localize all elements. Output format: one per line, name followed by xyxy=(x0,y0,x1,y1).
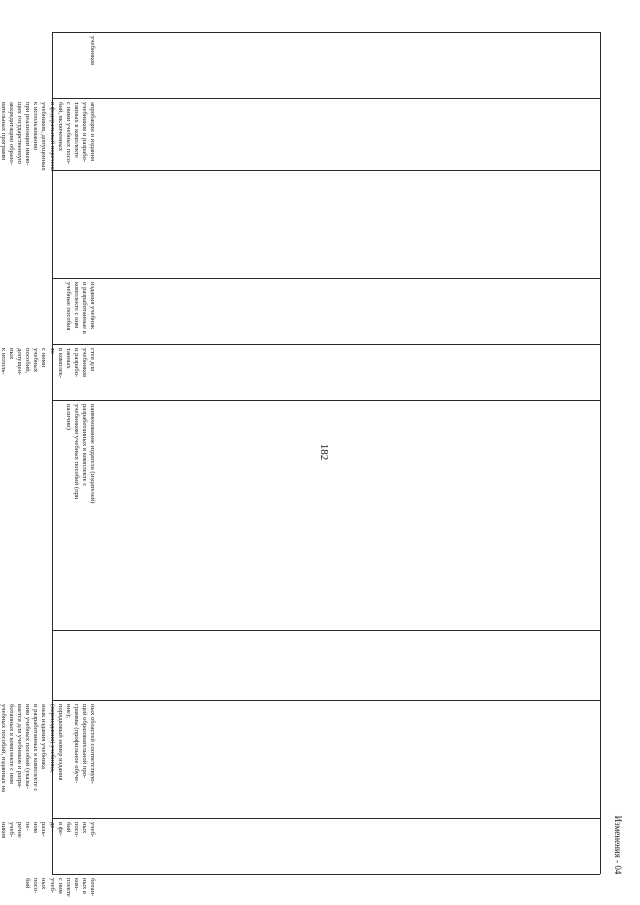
col1-line: ботан- xyxy=(89,878,96,897)
col-sep-5 xyxy=(52,400,600,401)
col6-block xyxy=(64,282,96,334)
cell-col-izdatel xyxy=(64,404,96,503)
col-sep-7 xyxy=(52,700,600,701)
col3-line: вается для учебников и разра- xyxy=(16,704,24,789)
col3-line: ных областей соответствую- xyxy=(89,704,96,784)
col3-line: граммы (профильное обуче- xyxy=(72,704,80,784)
cell-col-oblastei xyxy=(0,704,96,792)
col7-line: с ними учебных посо- xyxy=(64,102,72,165)
col2-line: пе- xyxy=(24,822,32,831)
col6-line: издания учебник xyxy=(89,282,96,330)
col5-line: и разрабо- xyxy=(72,348,80,378)
col1-line: ных xyxy=(40,878,48,890)
col2-line: ном xyxy=(32,822,40,833)
table-border-bottom xyxy=(52,874,600,875)
col6-line: учебные пособия xyxy=(64,282,72,331)
col5-line: учебных xyxy=(32,348,40,373)
footer-revision: Изменения - 04 xyxy=(613,815,623,875)
col3-line: и разработанных в комплекте с xyxy=(32,704,40,792)
col3-line: язык издания учебника xyxy=(40,704,48,769)
col5-line: те xyxy=(48,348,56,354)
cell-col-izdaniya xyxy=(64,282,96,334)
col-sep-1 xyxy=(52,98,600,99)
col2-line: ников xyxy=(0,822,7,839)
col-sep-3 xyxy=(52,278,600,279)
col1-line: ком- xyxy=(72,878,80,891)
cell-col-ucheb xyxy=(0,102,96,171)
col3-line: ботанных в комплекте с ним xyxy=(8,704,16,784)
col-sep-6 xyxy=(52,630,600,631)
col2-line: в фе- xyxy=(56,822,64,837)
col5-line: ных xyxy=(8,348,16,360)
cell-col-botannyh xyxy=(23,878,96,897)
col1-block xyxy=(23,878,96,897)
col5-line: в комплек- xyxy=(56,348,64,379)
col6-line: и разработанные в xyxy=(80,282,88,334)
col5-line: с ними xyxy=(40,348,48,368)
col1-line: посо- xyxy=(32,878,40,894)
table-border-top xyxy=(52,32,600,33)
col4-line: наличии) xyxy=(64,404,72,430)
col2-line: ных xyxy=(80,822,88,834)
col2-line: де- xyxy=(48,822,56,831)
col3-line: ним учебных пособий (указы- xyxy=(24,704,32,789)
col2-line: учеб- xyxy=(89,822,96,838)
col2-line: бий xyxy=(64,822,72,833)
col5-line: к исполь- xyxy=(0,348,7,375)
cell-text-col1 xyxy=(88,36,96,65)
col1-line: плекте xyxy=(64,878,72,897)
col5-line: учебников xyxy=(80,348,88,378)
col6-line: комплекте с ним xyxy=(72,282,80,329)
col7-line: апробации и издания xyxy=(89,102,96,162)
table-border-right xyxy=(600,32,601,874)
col2-line: посо- xyxy=(72,822,80,838)
col8-block xyxy=(88,36,96,65)
col5-line: пособий, xyxy=(24,348,32,374)
col1-line: с ним xyxy=(56,878,64,894)
col-sep-4 xyxy=(52,344,600,345)
col3-line: порядковый номер издания xyxy=(56,704,64,781)
col7-line: щих государственную xyxy=(16,102,24,164)
cell-col-stea xyxy=(0,348,96,380)
col2-line: раль- xyxy=(40,822,48,837)
col5-line: допущен- xyxy=(16,348,24,376)
col4-line: наименование издателя (издателей) xyxy=(89,404,96,504)
col3-block xyxy=(0,704,96,792)
col7-line: учебников, допущенных xyxy=(40,102,48,171)
col2-line: учеб- xyxy=(8,822,16,838)
col8-line: учебников xyxy=(89,36,96,66)
cell-col-posobii xyxy=(0,822,96,838)
col4-line: учебником учебных пособий (при xyxy=(72,404,80,500)
col7-line: к использованию xyxy=(32,102,40,151)
col7-line: танных в комплекте xyxy=(72,102,80,158)
col5-block xyxy=(0,348,96,380)
col-sep-2 xyxy=(52,170,600,171)
col4-line: разработанных в комплекте с xyxy=(80,404,88,487)
col2-block xyxy=(0,822,96,838)
col5-line: танных xyxy=(64,348,72,369)
col2-line: речне xyxy=(16,822,24,838)
col7-line: вательных программ xyxy=(0,102,7,161)
col3-line: учебных пособий, изданных на xyxy=(0,704,7,792)
col-sep-8 xyxy=(52,818,600,819)
col7-line: аккредитацию образо- xyxy=(8,102,16,165)
col7-block xyxy=(0,102,96,171)
col7-line: бий, включенных xyxy=(56,102,64,152)
col7-line: учебников и разрабо- xyxy=(80,102,88,162)
col3-line: ние); xyxy=(64,704,72,719)
col4-block xyxy=(64,404,96,503)
col1-line: ных в xyxy=(80,878,88,895)
col1-line: учеб- xyxy=(48,878,56,894)
col1-line: бий xyxy=(24,878,32,889)
col3-line: щей образовательной про- xyxy=(80,704,88,779)
page-number: 182 xyxy=(318,443,330,461)
col7-line: в федеральный перечень xyxy=(48,102,56,172)
col7-line: при реализации имею- xyxy=(24,102,32,166)
col5-line: стея для xyxy=(89,348,96,372)
col3-line: (переиздания) учебника, xyxy=(48,704,56,773)
